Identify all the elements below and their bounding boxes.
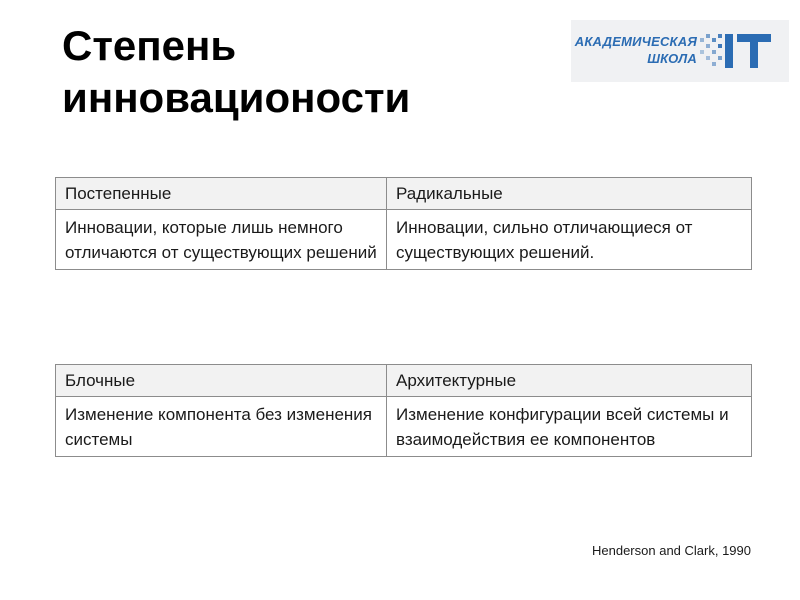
source-citation: Henderson and Clark, 1990 [592,543,751,558]
header-architectural: Архитектурные [387,365,752,397]
slide-title-line-1: Степень [62,22,237,69]
cell-incremental-description: Инновации, которые лишь немного отличаются от существующих решений [56,210,387,270]
header-incremental: Постепенные [56,178,387,210]
slide-title-line-2: инновационости [62,74,411,121]
modular-architectural-table [55,364,752,457]
table-header-row [56,178,752,210]
logo-text-line-1: АКАДЕМИЧЕСКАЯ [574,34,697,49]
logo-text-line-2: ШКОЛА [647,51,697,66]
logo-it-mark-icon [698,32,780,72]
header-radical: Радикальные [387,178,752,210]
slide-title [62,20,410,124]
cell-modular-description: Изменение компонента без изменения системы [56,397,387,457]
cell-architectural-description: Изменение конфигурации всей системы и взаимодействия ее компонентов [387,397,752,457]
incremental-radical-table [55,177,752,270]
table-row [56,397,752,457]
header-modular: Блочные [56,365,387,397]
table-header-row [56,365,752,397]
table-row [56,210,752,270]
academic-school-it-logo [571,20,789,82]
cell-radical-description: Инновации, сильно отличающиеся от существующих решений. [387,210,752,270]
